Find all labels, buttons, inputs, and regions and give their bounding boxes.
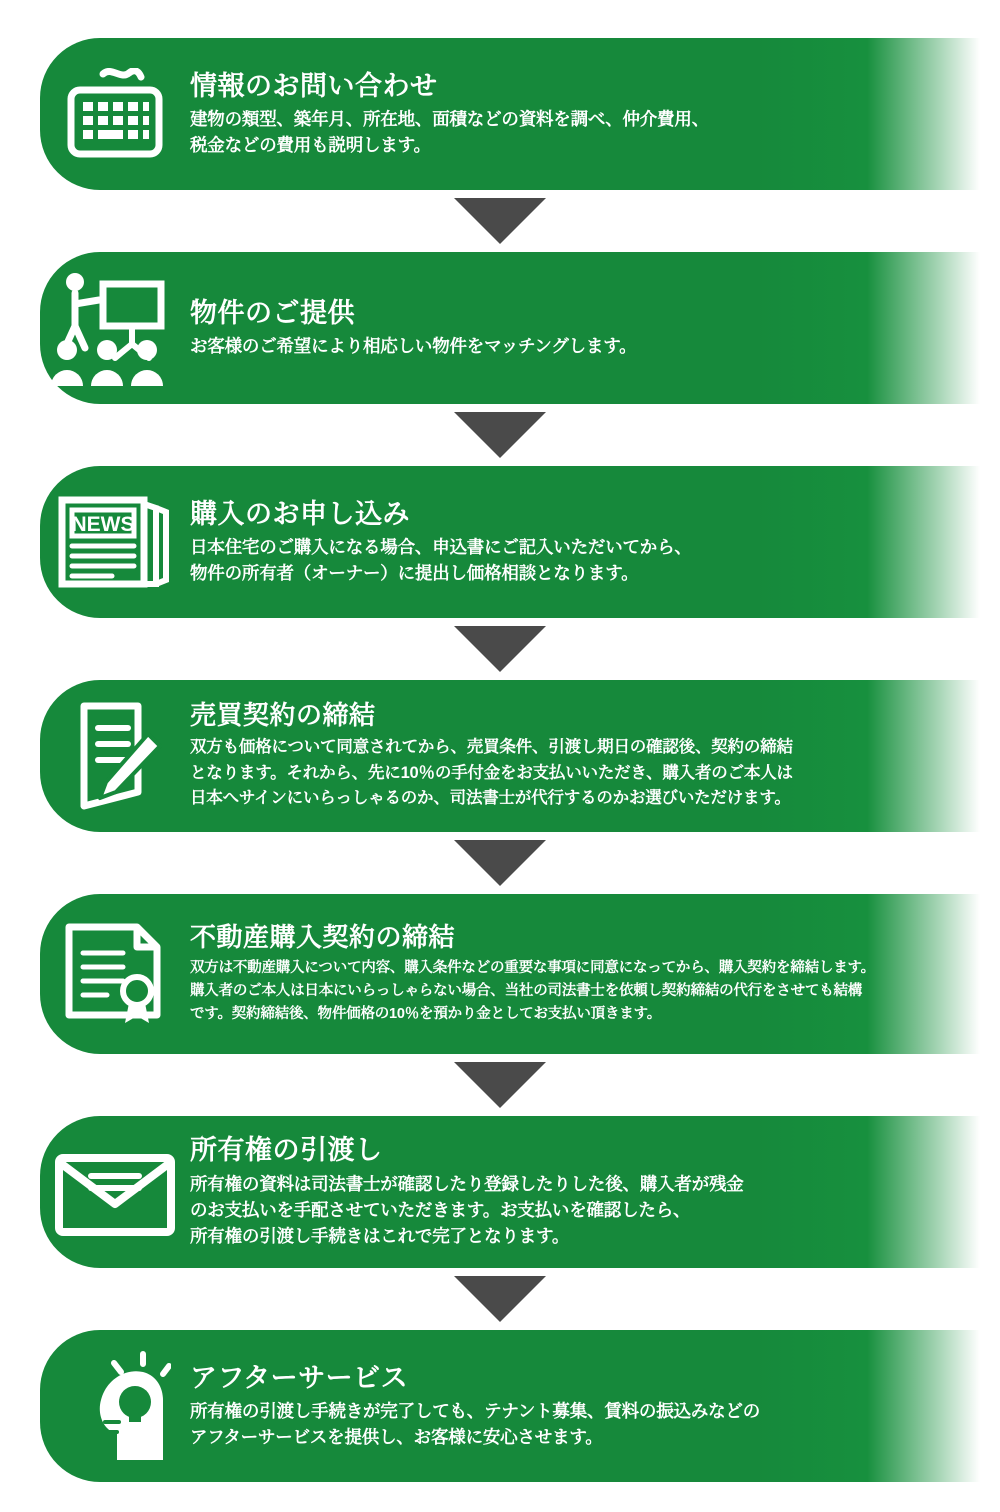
flow-step-3-desc: 日本住宅のご購入になる場合、申込書にご記入いただいてから、 物件の所有者（オーナー）に提出し価格相談となります。 [190,536,692,584]
arrow-down-icon [454,1062,546,1108]
arrow-down-2 [0,404,1000,466]
flow-step-2-desc: お客様のご希望により相応しい物件をマッチングします。 [190,336,637,357]
flow-step-7-body [190,1362,980,1451]
flow-step-4-title: 売買契約の締結 [190,700,376,731]
flow-step-3-title: 購入のお申し込み [190,498,410,529]
flow-step-7-desc: 所有権の引渡し手続きが完了しても、テナント募集、賃料の振込みなどの アフターサービスを提供し、お客様に安心させます。 [190,1400,761,1448]
flow-step-5-body [190,922,980,1027]
keyboard-icon [40,68,190,160]
arrow-down-icon [454,412,546,458]
flow-step-2-title: 物件のご提供 [190,297,355,328]
flow-step-5 [40,894,980,1054]
arrow-down-icon [454,626,546,672]
flow-step-1-desc: 建物の類型、築年月、所在地、面積などの資料を調べ、仲介費用、 税金などの費用も説明します。 [190,108,709,156]
flow-step-7 [40,1330,980,1482]
presentation-audience-icon [40,270,190,386]
flow-step-5-title: 不動産購入契約の締結 [190,921,456,952]
envelope-icon [40,1144,190,1240]
newspaper-icon [40,490,190,594]
arrow-down-5 [0,1054,1000,1116]
flow-step-1-title: 情報のお問い合わせ [190,70,438,101]
flow-step-4 [40,680,980,832]
flow-step-6-desc: 所有権の資料は司法書士が確認したり登録したりした後、購入者が残金 のお支払いを手配させていただきます。お支払いを確認したら、 所有権の引渡し手続きはこれで完了となります。 [190,1173,744,1247]
document-pen-icon [40,700,190,812]
flow-step-6-body [190,1134,980,1249]
flow-step-3 [40,466,980,618]
flow-step-6-title: 所有権の引渡し [190,1135,383,1166]
flow-step-1-body [190,70,980,159]
flow-step-1 [40,38,980,190]
flow-step-3-body [190,498,980,587]
arrow-down-icon [454,840,546,886]
flow-step-2 [40,252,980,404]
arrow-down-icon [454,1276,546,1322]
flow-step-5-desc: 双方は不動産購入について内容、購入条件などの重要な事項に同意になってから、購入契約を締結します。 購入者のご本人は日本にいらっしゃらない場合、当社の司法書士を依頼し契約締結の代行をさせても結構 です。契約締結後、物件価格の10％を預かり金としてお支払い頂きます。 [190,959,875,1023]
flow-step-7-title: アフターサービス [190,1362,409,1393]
svg-text:NEWS: NEWS [71,513,135,536]
arrow-down-1 [0,190,1000,252]
certificate-icon [40,919,190,1029]
arrow-down-6 [0,1268,1000,1330]
flow-step-2-body [190,297,980,360]
head-lightbulb-icon [40,1348,190,1464]
arrow-down-icon [454,198,546,244]
arrow-down-3 [0,618,1000,680]
flow-step-4-desc: 双方も価格について同意されてから、売買条件、引渡し期日の確認後、契約の締結 となります。それから、先に10％の手付金をお支払いいただき、購入者のご本人は 日本へサインにいらっしゃるのか、司法書士が代行するのかお選びいただけます。 [190,738,793,808]
flow-step-6 [40,1116,980,1268]
arrow-down-4 [0,832,1000,894]
flow-step-4-body [190,700,980,812]
